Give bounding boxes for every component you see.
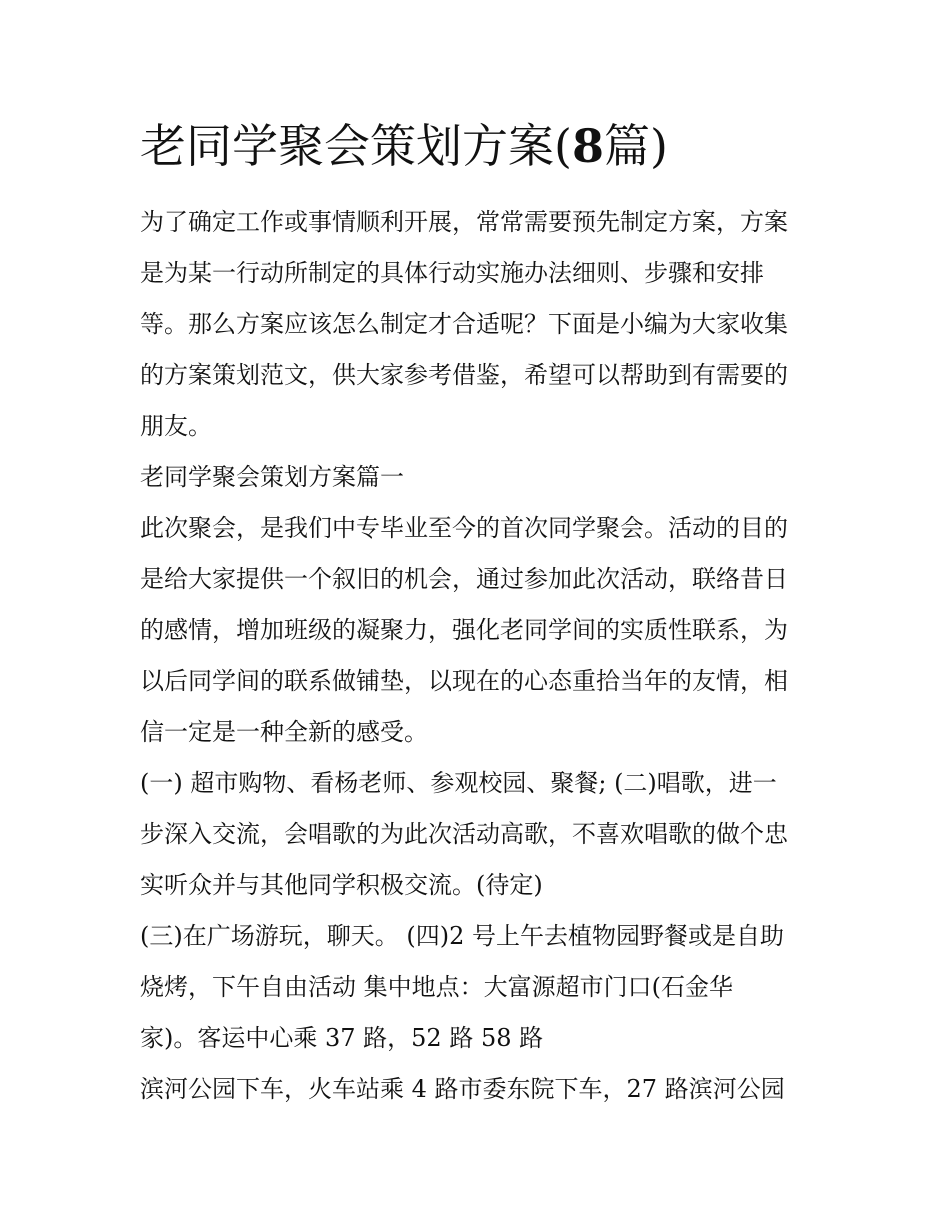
paragraph-line-17: 家)。客运中心乘 37 路，52 路 58 路 — [140, 1024, 544, 1052]
paragraph-line-18: 滨河公园下车，火车站乘 4 路市委东院下车，27 路滨河公园 — [140, 1075, 785, 1103]
paragraph-line-7: 此次聚会，是我们中专毕业至今的首次同学聚会。活动的目的 — [140, 514, 788, 542]
title-main: 老同学聚会策划方案( — [140, 119, 572, 173]
document-title — [140, 114, 840, 178]
paragraph-line-2: 是为某一行动所制定的具体行动实施办法细则、步骤和安排 — [140, 259, 764, 287]
paragraph-line-9: 的感情，增加班级的凝聚力，强化老同学间的实质性联系，为 — [140, 616, 788, 644]
paragraph-line-16: 烧烤，下午自由活动 集中地点：大富源超市门口(石金华 — [140, 973, 733, 1001]
section-heading: 老同学聚会策划方案篇一 — [140, 463, 404, 491]
paragraph-line-5: 朋友。 — [140, 412, 212, 440]
paragraph-line-11: 信一定是一种全新的感受。 — [140, 718, 428, 746]
title-number: 8 — [571, 119, 604, 173]
paragraph-line-8: 是给大家提供一个叙旧的机会，通过参加此次活动，联络昔日 — [140, 565, 788, 593]
paragraph-line-3: 等。那么方案应该怎么制定才合适呢？下面是小编为大家收集 — [140, 310, 788, 338]
paragraph-line-10: 以后同学间的联系做铺垫，以现在的心态重拾当年的友情，相 — [140, 667, 788, 695]
paragraph-line-13: 步深入交流，会唱歌的为此次活动高歌，不喜欢唱歌的做个忠 — [140, 820, 788, 848]
title-end: 篇) — [603, 119, 668, 173]
paragraph-line-4: 的方案策划范文，供大家参考借鉴，希望可以帮助到有需要的 — [140, 361, 788, 389]
paragraph-line-15: (三)在广场游玩，聊天。 (四)2 号上午去植物园野餐或是自助 — [140, 922, 784, 950]
paragraph-line-12: (一) 超市购物、看杨老师、参观校园、聚餐; (二)唱歌，进一 — [140, 769, 777, 797]
paragraph-line-1: 为了确定工作或事情顺利开展，常常需要预先制定方案，方案 — [140, 208, 788, 236]
paragraph-line-14: 实听众并与其他同学积极交流。(待定) — [140, 871, 543, 899]
